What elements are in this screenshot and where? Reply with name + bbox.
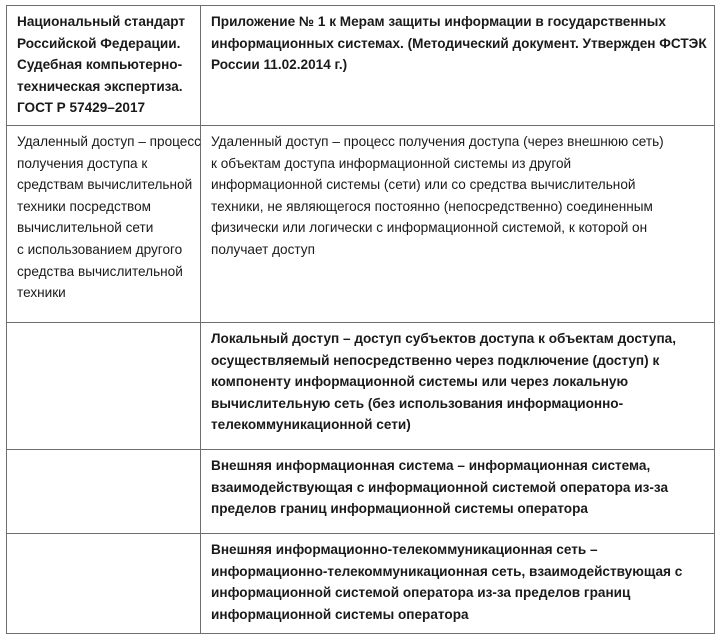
cell-line: Внешняя информационная система – информационная система, xyxy=(211,457,651,473)
cell-line: информационных системах. (Методический документ. Утвержден ФСТЭК xyxy=(211,35,707,51)
cell-line: вычислительной сети xyxy=(17,220,154,236)
cell-line: Внешняя информационно-телекоммуникационная сеть – xyxy=(211,541,598,557)
cell-line: техники, не являющегося постоянно (непосредственно) соединенным xyxy=(211,198,653,214)
table-row xyxy=(7,322,715,449)
header-cell-gost xyxy=(7,6,201,126)
definition-cell-fstek xyxy=(201,449,715,533)
empty-cell xyxy=(7,533,201,633)
cell-line: информационной системы (сети) или со средства вычислительной xyxy=(211,177,636,193)
cell-line: с использованием другого xyxy=(17,241,183,257)
cell-line: взаимодействующая с информационной системой оператора из-за xyxy=(211,479,669,495)
cell-line: вычислительную сеть (без использования информационно- xyxy=(211,395,624,411)
cell-line: Национальный стандарт xyxy=(17,14,186,29)
cell-line: осуществляемый непосредственно через подключение (доступ) к xyxy=(211,352,660,368)
table-row xyxy=(7,533,715,633)
definition-cell-fstek xyxy=(201,125,715,322)
header-cell-fstek xyxy=(201,6,715,126)
cell-line: Судебная компьютерно- xyxy=(17,57,183,73)
cell-line: Локальный доступ – доступ субъектов доступа к объектам доступа, xyxy=(211,330,676,346)
cell-line: компоненту информационной системы или через локальную xyxy=(211,374,629,390)
cell-line: телекоммуникационной сети) xyxy=(211,417,411,433)
table-row xyxy=(7,449,715,533)
cell-line: средства вычислительной xyxy=(17,263,183,279)
cell-line: к объектам доступа информационной системы из другой xyxy=(211,155,572,171)
cell-line: Российской Федерации. xyxy=(17,35,181,51)
cell-line: техники xyxy=(17,285,66,301)
cell-line: Приложение № 1 к Мерам защиты информации в государственных xyxy=(211,14,666,29)
cell-line: ГОСТ Р 57429–2017 xyxy=(17,100,146,116)
cell-line: получения доступа к xyxy=(17,155,148,171)
table-row xyxy=(7,125,715,322)
cell-line: техники посредством xyxy=(17,198,152,214)
cell-line: информационной системой оператора из-за пределов границ xyxy=(211,585,631,601)
definition-cell-fstek xyxy=(201,322,715,449)
cell-line: средствам вычислительной xyxy=(17,177,193,193)
cell-line: Удаленный доступ – процесс xyxy=(17,133,201,149)
cell-line: техническая экспертиза. xyxy=(17,78,183,94)
empty-cell xyxy=(7,322,201,449)
cell-line: информационной системы оператора xyxy=(211,606,469,622)
cell-line: Удаленный доступ – процесс получения доступа (через внешнюю сеть) xyxy=(211,133,664,149)
cell-line: получает доступ xyxy=(211,241,315,257)
definition-cell-fstek xyxy=(201,533,715,633)
empty-cell xyxy=(7,449,201,533)
comparison-table xyxy=(6,5,715,634)
cell-line: пределов границ информационной системы оператора xyxy=(211,501,588,517)
definition-cell-gost xyxy=(7,125,201,322)
cell-line: физически или логически с информационной системой, к которой он xyxy=(211,220,648,236)
header-row xyxy=(7,6,715,126)
cell-line: России 11.02.2014 г.) xyxy=(211,57,348,73)
cell-line: информационно-телекоммуникационная сеть, взаимодействующая с xyxy=(211,563,683,579)
